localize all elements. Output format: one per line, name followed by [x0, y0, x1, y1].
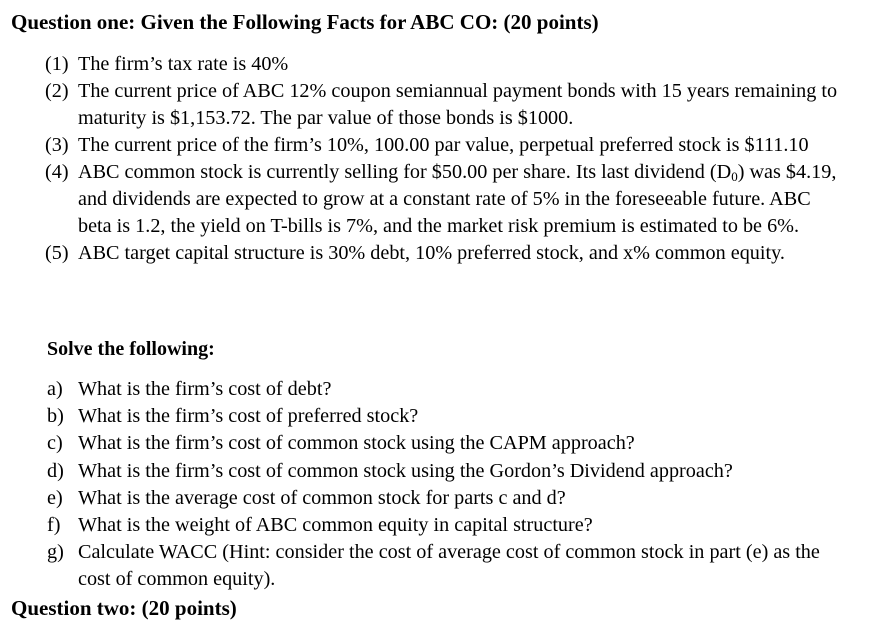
fact-item: [45, 51, 845, 78]
question-item: [47, 485, 847, 512]
fact-number: (3): [45, 134, 69, 156]
question-item: [47, 539, 847, 593]
fact-number: (1): [45, 53, 69, 75]
fact-number: (4): [45, 161, 69, 183]
question-letter: d): [47, 459, 64, 482]
fact-text: The current price of the firm’s 10%, 100.00 par value, perpetual preferred stock is $111.10: [78, 134, 809, 156]
fact-item: [45, 240, 845, 267]
question-text: Calculate WACC (Hint: consider the cost of average cost of common stock in part (e) as the cost of common equity).: [78, 541, 820, 591]
fact-text: The current price of ABC 12% coupon semiannual payment bonds with 15 years remaining to maturity is $1,153.72. The par value of those bonds is $1000.: [78, 80, 838, 129]
question-text: What is the firm’s cost of common stock using the CAPM approach?: [78, 432, 635, 455]
fact-number: (2): [45, 80, 69, 102]
fact-text: [78, 161, 836, 237]
fact-item: [45, 78, 845, 132]
solve-heading: Solve the following:: [47, 338, 215, 360]
question-letter: a): [47, 378, 63, 400]
question-title: Question one: Given the Following Facts for ABC CO: (20 points): [11, 10, 599, 34]
question-letter: e): [47, 486, 63, 509]
fact-number: (5): [45, 242, 69, 264]
fact-text-after: ) was $4.19, and dividends are expected to grow at a constant rate of 5% in the foreseeable future. ABC beta is 1.2, the yield on T-bills is 7%, and the market risk premium is estimated to be 6%.: [78, 161, 837, 237]
question-letter: g): [47, 541, 64, 564]
fact-item: [45, 132, 845, 159]
facts-list: [45, 51, 845, 267]
question-item: [47, 512, 847, 539]
dividend-subscript: 0: [731, 169, 738, 184]
questions-list: [47, 376, 847, 594]
fact-item: [45, 159, 845, 240]
question-text: What is the firm’s cost of debt?: [78, 378, 332, 400]
fact-text: ABC target capital structure is 30% debt, 10% preferred stock, and x% common equity.: [78, 242, 785, 264]
question-letter: b): [47, 405, 64, 428]
question-item: [47, 458, 847, 485]
question-text: What is the weight of ABC common equity in capital structure?: [78, 514, 593, 537]
question-letter: f): [47, 514, 61, 537]
fact-text: The firm’s tax rate is 40%: [78, 53, 289, 75]
question-letter: c): [47, 432, 63, 455]
next-question-title: Question two: (20 points): [11, 596, 237, 620]
question-text: What is the firm’s cost of common stock using the Gordon’s Dividend approach?: [78, 459, 733, 482]
question-text: What is the average cost of common stock for parts c and d?: [78, 486, 566, 509]
question-item: [47, 376, 847, 403]
question-text: What is the firm’s cost of preferred stock?: [78, 405, 419, 428]
question-item: [47, 403, 847, 430]
question-item: [47, 430, 847, 457]
fact-text-before: ABC common stock is currently selling for $50.00 per share. Its last dividend (D: [78, 161, 732, 183]
